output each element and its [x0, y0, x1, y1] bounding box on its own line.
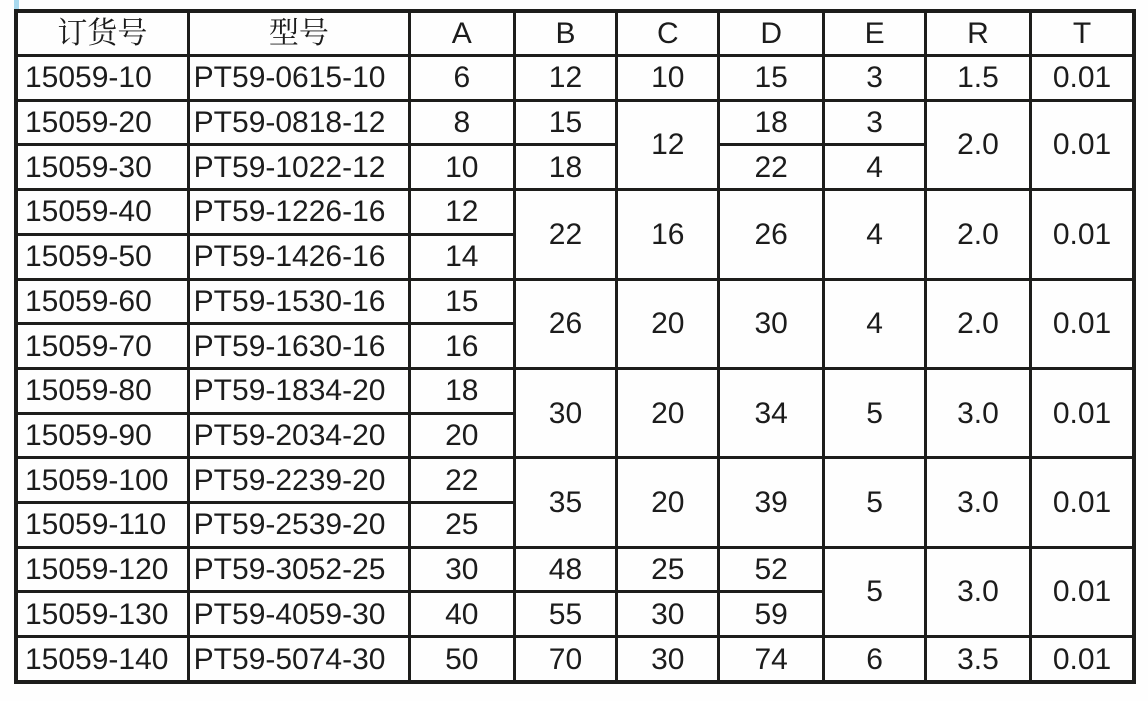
cell-order: 15059-80	[16, 368, 188, 413]
cell-t: 0.01	[1031, 100, 1134, 189]
cell-order: 15059-50	[16, 234, 188, 279]
cell-b: 30	[514, 368, 617, 457]
cell-a: 30	[410, 547, 515, 592]
cell-b: 55	[514, 592, 617, 637]
cell-order: 15059-70	[16, 324, 188, 369]
cell-r: 2.0	[925, 279, 1030, 368]
cell-t: 0.01	[1031, 458, 1134, 547]
cell-a: 50	[410, 637, 515, 682]
cell-b: 70	[514, 637, 617, 682]
cell-d: 52	[719, 547, 824, 592]
cell-e: 6	[824, 637, 926, 682]
cell-e: 3	[824, 56, 926, 101]
cell-order: 15059-20	[16, 100, 188, 145]
cell-b: 18	[514, 145, 617, 190]
cell-r: 3.0	[925, 547, 1030, 636]
cell-a: 15	[410, 279, 515, 324]
cell-t: 0.01	[1031, 637, 1134, 682]
cell-a: 18	[410, 368, 515, 413]
cell-a: 22	[410, 458, 515, 503]
column-header-a: A	[410, 11, 515, 56]
cell-c: 12	[617, 100, 719, 189]
cell-b: 26	[514, 279, 617, 368]
cell-model: PT59-1630-16	[188, 324, 409, 369]
cell-d: 34	[719, 368, 824, 457]
cell-model: PT59-5074-30	[188, 637, 409, 682]
cell-c: 20	[617, 368, 719, 457]
cell-model: PT59-1426-16	[188, 234, 409, 279]
cell-d: 26	[719, 190, 824, 279]
table-row	[16, 547, 1134, 592]
cell-model: PT59-2034-20	[188, 413, 409, 458]
cell-r: 3.5	[925, 637, 1030, 682]
cell-a: 12	[410, 190, 515, 235]
cell-order: 15059-90	[16, 413, 188, 458]
cell-r: 3.0	[925, 368, 1030, 457]
cell-t: 0.01	[1031, 547, 1134, 636]
cell-d: 18	[719, 100, 824, 145]
cell-model: PT59-0818-12	[188, 100, 409, 145]
table-row	[16, 56, 1134, 101]
cell-d: 74	[719, 637, 824, 682]
table-row	[16, 458, 1134, 503]
cell-c: 30	[617, 592, 719, 637]
cell-model: PT59-3052-25	[188, 547, 409, 592]
cell-order: 15059-100	[16, 458, 188, 503]
cell-model: PT59-1226-16	[188, 190, 409, 235]
cell-c: 10	[617, 56, 719, 101]
cell-c: 30	[617, 637, 719, 682]
column-header-b: B	[514, 11, 617, 56]
cell-model: PT59-4059-30	[188, 592, 409, 637]
cell-order: 15059-30	[16, 145, 188, 190]
cell-d: 59	[719, 592, 824, 637]
cell-b: 12	[514, 56, 617, 101]
cell-c: 25	[617, 547, 719, 592]
cell-a: 25	[410, 503, 515, 548]
cell-order: 15059-140	[16, 637, 188, 682]
cell-c: 20	[617, 279, 719, 368]
cell-r: 2.0	[925, 190, 1030, 279]
cell-c: 16	[617, 190, 719, 279]
cell-e: 5	[824, 547, 926, 636]
table-row	[16, 190, 1134, 235]
column-header-d: D	[719, 11, 824, 56]
cell-t: 0.01	[1031, 56, 1134, 101]
cell-order: 15059-110	[16, 503, 188, 548]
column-header-model: 型号	[188, 11, 409, 56]
cell-e: 3	[824, 100, 926, 145]
cell-a: 40	[410, 592, 515, 637]
cell-a: 6	[410, 56, 515, 101]
cell-t: 0.01	[1031, 279, 1134, 368]
table-row	[16, 637, 1134, 682]
cell-t: 0.01	[1031, 190, 1134, 279]
spec-table	[14, 9, 1136, 684]
cell-b: 48	[514, 547, 617, 592]
column-header-e: E	[824, 11, 926, 56]
cell-model: PT59-0615-10	[188, 56, 409, 101]
cell-e: 4	[824, 279, 926, 368]
cell-c: 20	[617, 458, 719, 547]
table-row	[16, 100, 1134, 145]
cell-a: 20	[410, 413, 515, 458]
column-header-c: C	[617, 11, 719, 56]
scan-artifact	[14, 0, 19, 9]
cell-a: 14	[410, 234, 515, 279]
cell-order: 15059-60	[16, 279, 188, 324]
table-row	[16, 279, 1134, 324]
cell-model: PT59-2239-20	[188, 458, 409, 503]
cell-r: 2.0	[925, 100, 1030, 189]
cell-a: 10	[410, 145, 515, 190]
cell-b: 15	[514, 100, 617, 145]
cell-r: 3.0	[925, 458, 1030, 547]
cell-e: 5	[824, 458, 926, 547]
cell-order: 15059-120	[16, 547, 188, 592]
cell-a: 16	[410, 324, 515, 369]
cell-e: 4	[824, 190, 926, 279]
cell-model: PT59-1530-16	[188, 279, 409, 324]
cell-model: PT59-1834-20	[188, 368, 409, 413]
header-row	[16, 11, 1134, 56]
column-header-order: 订货号	[16, 11, 188, 56]
cell-model: PT59-1022-12	[188, 145, 409, 190]
cell-d: 15	[719, 56, 824, 101]
cell-d: 39	[719, 458, 824, 547]
cell-r: 1.5	[925, 56, 1030, 101]
cell-d: 30	[719, 279, 824, 368]
cell-a: 8	[410, 100, 515, 145]
cell-order: 15059-130	[16, 592, 188, 637]
cell-order: 15059-10	[16, 56, 188, 101]
cell-t: 0.01	[1031, 368, 1134, 457]
cell-model: PT59-2539-20	[188, 503, 409, 548]
table-row	[16, 368, 1134, 413]
column-header-t: T	[1031, 11, 1134, 56]
cell-e: 5	[824, 368, 926, 457]
column-header-r: R	[925, 11, 1030, 56]
cell-e: 4	[824, 145, 926, 190]
cell-order: 15059-40	[16, 190, 188, 235]
cell-b: 22	[514, 190, 617, 279]
cell-b: 35	[514, 458, 617, 547]
cell-d: 22	[719, 145, 824, 190]
